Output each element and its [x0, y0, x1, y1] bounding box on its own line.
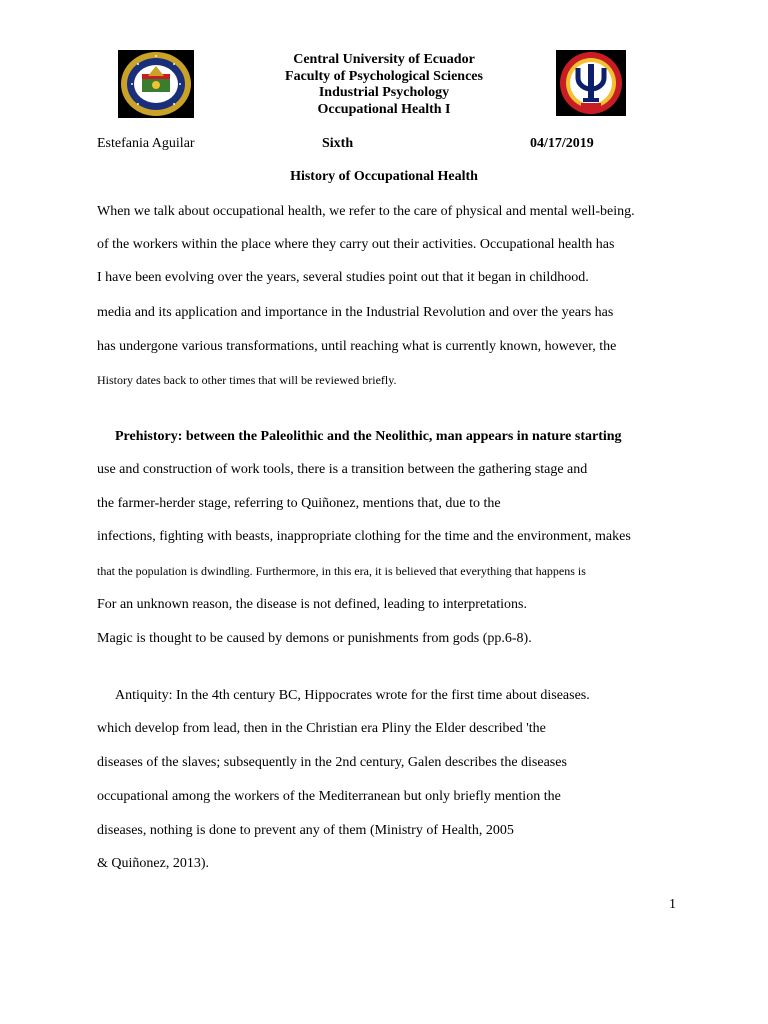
antiquity-line: diseases, nothing is done to prevent any of them (Ministry of Health, 2005: [97, 823, 514, 838]
intro-line: has undergone various transformations, until reaching what is currently known, however, the: [97, 339, 617, 354]
antiquity-line: diseases of the slaves; subsequently in the 2nd century, Galen describes the diseases: [97, 755, 567, 770]
program-name: Industrial Psychology: [318, 85, 450, 100]
document-date: 04/17/2019: [530, 136, 594, 151]
document-title: History of Occupational Health: [290, 169, 478, 184]
university-name: Central University of Ecuador: [293, 52, 475, 67]
prehistory-line: the farmer-herder stage, referring to Quiñonez, mentions that, due to the: [97, 496, 501, 511]
antiquity-line: Antiquity: In the 4th century BC, Hippocrates wrote for the first time about diseases.: [115, 688, 590, 703]
intro-line: I have been evolving over the years, several studies point out that it began in childhood.: [97, 270, 589, 285]
prehistory-line: use and construction of work tools, there is a transition between the gathering stage and: [97, 462, 588, 477]
semester: Sixth: [322, 136, 354, 151]
prehistory-line: infections, fighting with beasts, inappropriate clothing for the time and the environment, makes: [97, 529, 631, 544]
student-name: Estefania Aguilar: [97, 136, 195, 151]
antiquity-line: occupational among the workers of the Mediterranean but only briefly mention the: [97, 789, 561, 804]
prehistory-line: that the population is dwindling. Furthermore, in this era, it is believed that everything that happens is: [97, 564, 586, 578]
faculty-name: Faculty of Psychological Sciences: [285, 68, 483, 84]
document-header: [200, 52, 568, 118]
intro-line: History dates back to other times that will be reviewed briefly.: [97, 373, 397, 387]
intro-line: of the workers within the place where they carry out their activities. Occupational health has: [97, 237, 615, 252]
antiquity-line: which develop from lead, then in the Christian era Pliny the Elder described 'the: [97, 721, 546, 736]
prehistory-line: Prehistory: between the Paleolithic and the Neolithic, man appears in nature starting: [115, 429, 622, 444]
antiquity-line: & Quiñonez, 2013).: [97, 856, 209, 871]
intro-line: media and its application and importance in the Industrial Revolution and over the years has: [97, 305, 614, 320]
prehistory-line: Magic is thought to be caused by demons or punishments from gods (pp.6-8).: [97, 631, 532, 646]
prehistory-line: For an unknown reason, the disease is not defined, leading to interpretations.: [97, 597, 528, 612]
page-number: 1: [669, 897, 676, 912]
course-name: Occupational Health I: [317, 101, 451, 117]
university-crest-icon: [118, 50, 194, 118]
intro-line: When we talk about occupational health, we refer to the care of physical and mental well-being.: [97, 204, 635, 219]
